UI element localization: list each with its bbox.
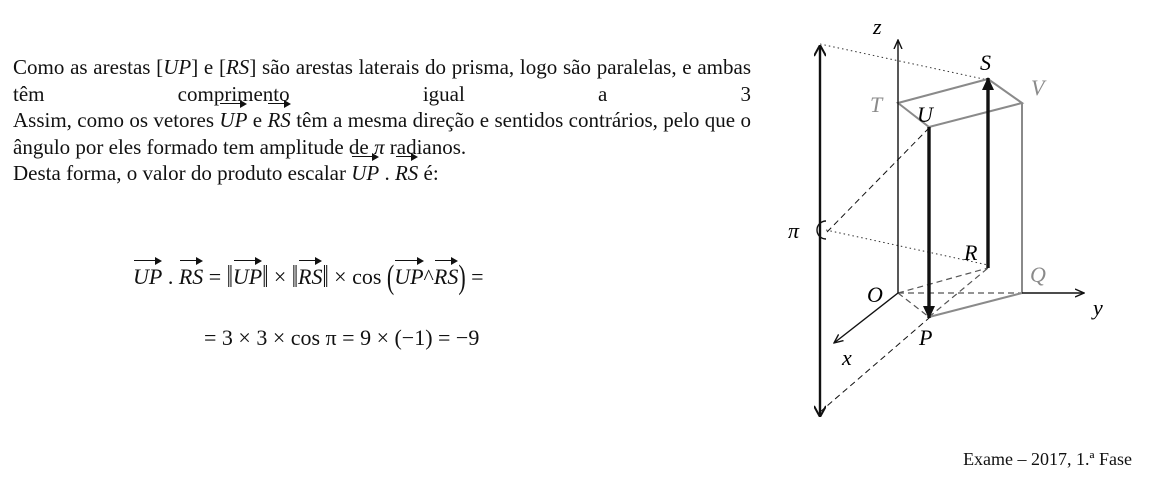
equals-sign: = bbox=[465, 264, 484, 289]
vector-label: RS bbox=[433, 264, 459, 289]
vector-label: RS bbox=[394, 161, 419, 185]
vector-label: UP bbox=[133, 264, 163, 289]
prism-hidden-edge-or bbox=[898, 268, 988, 293]
vector-arrow-icon bbox=[133, 257, 162, 265]
text-span: radianos. bbox=[384, 134, 467, 159]
norm-bar: ‖ bbox=[322, 258, 329, 295]
dashed-line-p bbox=[820, 318, 929, 412]
label-pi: π bbox=[788, 218, 800, 243]
segment-rs: RS bbox=[225, 55, 250, 79]
norm-bar: ‖ bbox=[262, 258, 269, 295]
pi-symbol: π bbox=[373, 134, 385, 159]
angle-symbol: ^ bbox=[423, 264, 434, 289]
label-o: O bbox=[867, 282, 883, 307]
paren-close: ) bbox=[458, 256, 466, 296]
vector-arrow-icon bbox=[219, 100, 247, 108]
label-y: y bbox=[1093, 295, 1103, 320]
vector-label: UP bbox=[351, 161, 380, 185]
text-span: e bbox=[247, 108, 268, 132]
text-span: é: bbox=[418, 161, 439, 185]
label-r: R bbox=[964, 240, 978, 265]
dashed-line-u bbox=[827, 128, 929, 232]
vector-arrow-icon bbox=[233, 257, 262, 265]
vector-label: RS bbox=[298, 264, 323, 289]
vector-rs bbox=[298, 264, 322, 290]
text-span: ] são arestas laterais do prisma, logo são paralelas, e ambas têm comprimento igual a 3 bbox=[13, 55, 752, 106]
paragraph-opposite-directions bbox=[13, 107, 751, 160]
vector-up bbox=[233, 264, 262, 290]
vector-rs bbox=[395, 160, 418, 187]
equals-sign: = bbox=[203, 264, 227, 289]
source-caption: Exame – 2017, 1.ª Fase bbox=[963, 449, 1132, 469]
vector-arrow-icon bbox=[351, 153, 379, 161]
label-p: P bbox=[919, 325, 933, 350]
prism-diagram bbox=[760, 0, 1156, 486]
segment-up: UP bbox=[163, 55, 192, 79]
label-s: S bbox=[980, 50, 991, 75]
label-x: x bbox=[842, 345, 852, 370]
paragraph-parallel-edges bbox=[13, 54, 751, 107]
text-span: Desta forma, o valor do produto escalar bbox=[13, 161, 352, 185]
label-u: U bbox=[917, 102, 933, 127]
vector-label: RS bbox=[267, 108, 291, 132]
vector-arrow-icon bbox=[179, 257, 203, 265]
times-sign: × bbox=[268, 264, 292, 289]
label-z: z bbox=[873, 14, 882, 39]
solution-text bbox=[13, 54, 751, 187]
vector-arrow-icon bbox=[434, 257, 458, 265]
vector-arrow-icon bbox=[395, 153, 418, 161]
text-span: têm a mesma direção e sentidos contrários, pelo que o ângulo por eles formado tem amplitude de bbox=[13, 108, 751, 159]
label-q: Q bbox=[1030, 262, 1046, 287]
dot-operator: . bbox=[379, 161, 395, 185]
label-v: V bbox=[1031, 75, 1045, 100]
norm-bar: ‖ bbox=[291, 258, 299, 295]
dot-operator: . bbox=[162, 264, 179, 289]
angle-arc bbox=[817, 221, 826, 239]
vector-label: UP bbox=[219, 108, 248, 132]
vector-up bbox=[394, 264, 423, 290]
text-span: Como as arestas [ bbox=[13, 55, 164, 79]
vector-rs bbox=[179, 264, 203, 290]
label-t: T bbox=[870, 92, 883, 117]
x-axis bbox=[834, 293, 898, 343]
vector-up bbox=[219, 107, 247, 134]
vector-up bbox=[133, 264, 162, 290]
vector-label: UP bbox=[232, 264, 263, 289]
prism-edge-pq bbox=[929, 293, 1022, 317]
vector-arrow-icon bbox=[394, 257, 423, 265]
vector-arrow-icon bbox=[298, 257, 322, 265]
vector-arrow-icon bbox=[267, 100, 290, 108]
vector-rs bbox=[434, 264, 458, 290]
norm-bar: ‖ bbox=[226, 258, 233, 295]
paren-open: ( bbox=[386, 256, 395, 296]
text-span: Assim, como os vetores bbox=[13, 108, 220, 132]
vector-up bbox=[351, 160, 379, 187]
vector-label: UP bbox=[394, 264, 424, 289]
dotted-projection-top bbox=[820, 44, 988, 80]
equation-scalar-product bbox=[133, 256, 484, 296]
prism-hidden-edge-op bbox=[898, 293, 929, 317]
vector-rs bbox=[267, 107, 290, 134]
paragraph-scalar-product bbox=[13, 160, 751, 187]
equation-result: = 3 × 3 × cos π = 9 × (−1) = −9 bbox=[204, 325, 480, 350]
vector-label: RS bbox=[178, 264, 204, 289]
cos-term: × cos bbox=[328, 264, 387, 289]
text-span: ] e [ bbox=[191, 55, 226, 79]
